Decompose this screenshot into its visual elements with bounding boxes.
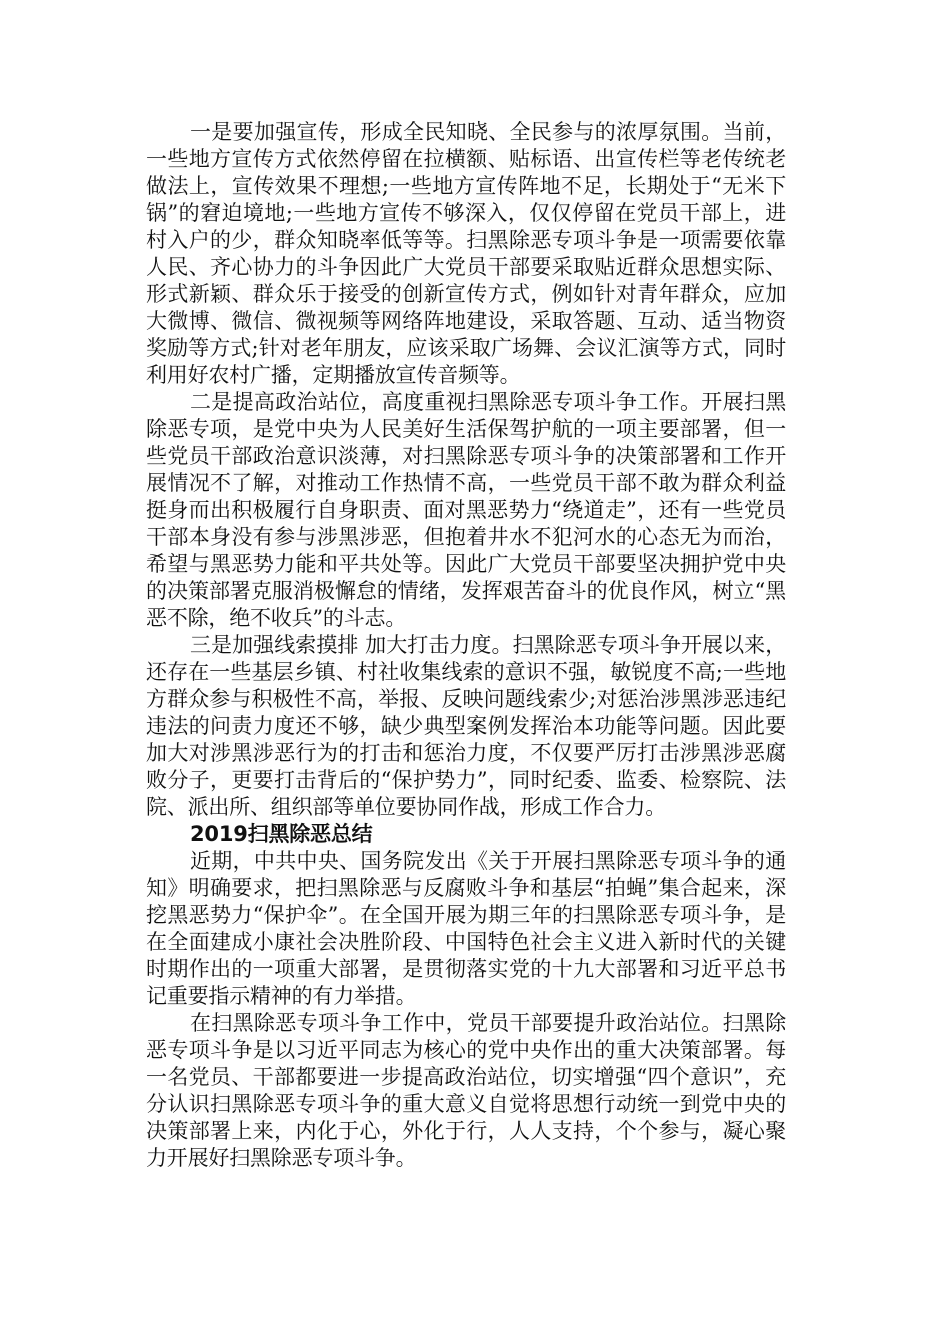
paragraph-central-notice: 近期，中共中央、国务院发出《关于开展扫黑除恶专项斗争的通知》明确要求，把扫黑除恶与反腐败斗争和基层“拍蝇”集合起来，深挖黑恶势力“保护伞”。在全国开展为期三年的扫黑除恶专项斗争，是在全面建成小康社会决胜阶段、中国特色社会主义进入新时代的关键时期作出的一项重大部署，是贯彻落实党的十九大部署和习近平总书记重要指示精神的有力举措。 [146, 849, 786, 1008]
document-page [146, 119, 786, 1172]
paragraph-cadre-duty: 在扫黑除恶专项斗争工作中，党员干部要提升政治站位。扫黑除恶专项斗争是以习近平同志为核心的党中央作出的重大决策部署。每一名党员、干部都要进一步提高政治站位，切实增强“四个意识”，充分认识扫黑除恶专项斗争的重大意义自觉将思想行动统一到党中央的决策部署上来，内化于心，外化于行，人人支持，个个参与，凝心聚力开展好扫黑除恶专项斗争。 [146, 1011, 786, 1170]
paragraph-publicity: 一是要加强宣传，形成全民知晓、全民参与的浓厚氛围。当前，一些地方宣传方式依然停留在拉横额、贴标语、出宣传栏等老传统老做法上，宣传效果不理想;一些地方宣传阵地不足，长期处于“无米下锅”的窘迫境地;一些地方宣传不够深入，仅仅停留在党员干部上，进村入户的少，群众知晓率低等等。扫黑除恶专项斗争是一项需要依靠人民、齐心协力的斗争因此广大党员干部要采取贴近群众思想实际、形式新颖、群众乐于接受的创新宣传方式，例如针对青年群众，应加大微博、微信、微视频等网络阵地建设，采取答题、互动、适当物资奖励等方式;针对老年朋友，应该采取广场舞、会议汇演等方式，同时利用好农村广播，定期播放宣传音频等。 [146, 120, 786, 387]
section-heading: 2019扫黑除恶总结 [190, 822, 373, 846]
paragraph-clue-investigation: 三是加强线索摸排 加大打击力度。扫黑除恶专项斗争开展以来，还存在一些基层乡镇、村社收集线索的意识不强，敏锐度不高;一些地方群众参与积极性不高，举报、反映问题线索少;对惩治涉黑涉恶违纪违法的问责力度还不够，缺少典型案例发挥治本功能等问题。因此要加大对涉黑涉恶行为的打击和惩治力度，不仅要严厉打击涉黑涉恶腐败分子，更要打击背后的“保护势力”，同时纪委、监委、检察院、法院、派出所、组织部等单位要协同作战，形成工作合力。 [146, 633, 786, 819]
paragraph-political-stance: 二是提高政治站位，高度重视扫黑除恶专项斗争工作。开展扫黑除恶专项，是党中央为人民美好生活保驾护航的一项主要部署，但一些党员干部政治意识淡薄，对扫黑除恶专项斗争的决策部署和工作开展情况不了解，对推动工作热情不高，一些党员干部不敢为群众利益挺身而出积极履行自身职责、面对黑恶势力“绕道走”，还有一些党员干部本身没有参与涉黑涉恶，但抱着井水不犯河水的心态无为而治，希望与黑恶势力能和平共处等。因此广大党员干部要坚决拥护党中央的决策部署克服消极懈怠的情绪，发挥艰苦奋斗的优良作风，树立“黑恶不除，绝不收兵”的斗志。 [146, 390, 786, 630]
